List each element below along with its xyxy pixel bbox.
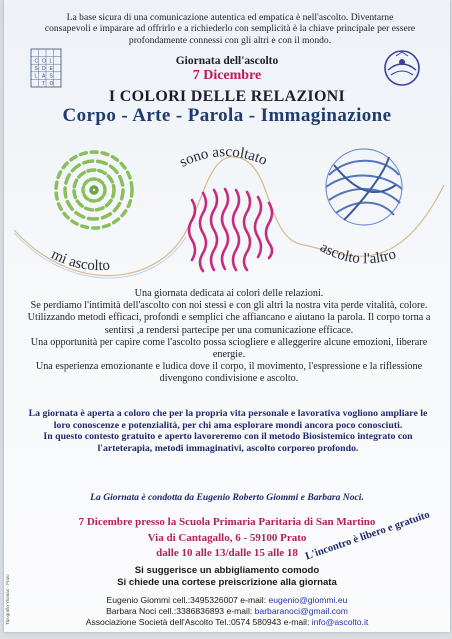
audience-block xyxy=(28,408,428,454)
description-line: Una giornata dedicata ai colori delle relazioni. xyxy=(134,288,324,299)
event-title: I COLORI DELLE RELAZIONI xyxy=(108,88,346,105)
event-date: 7 Dicembre xyxy=(192,68,262,83)
logo-letter: E xyxy=(49,66,53,72)
event-heading: Giornata dell'ascolto xyxy=(175,55,279,67)
free-entry-note: L'incontro è libero e gratuito xyxy=(304,509,432,563)
svg-text:sono ascoltato xyxy=(177,145,269,171)
green-spiral-icon xyxy=(56,152,132,228)
logo-letter: S xyxy=(49,73,53,80)
blue-swirl-icon xyxy=(326,149,402,225)
magenta-waves-icon xyxy=(189,189,272,271)
venue-school: 7 Dicembre presso la Scuola Primaria Paritaria di San Martino xyxy=(78,516,376,528)
suggestion-registration: Si chiede una cortese preiscrizione alla giornata xyxy=(117,576,337,588)
logo-letter: C xyxy=(34,58,39,65)
email-link[interactable]: eugenio@giommi.eu xyxy=(268,595,348,605)
email-link[interactable]: barbaranoci@gmail.com xyxy=(254,606,348,617)
description-line: Se perdiamo l'intimità dell'ascolto con noi stessi e con gli altri la nostra vita perde vitalità, colore. Utilizzando metodi efficaci, profondi e semplici che affiancano e aiutano la parola. Il corpo torna a sentirsi ,a rendersi partecipe per una comunicazione efficace. xyxy=(27,300,431,336)
description-block xyxy=(24,288,434,386)
logo-letter: O xyxy=(49,81,54,88)
logo-letter: L xyxy=(49,58,53,65)
description-line: Una opportunità per capire come l'ascolto possa sciogliere e alleggerire alcune emozioni, liberare energie. xyxy=(30,336,428,361)
logo-letter: S xyxy=(34,66,38,72)
contact-line: Eugenio Giommi cell.:3495326007 e-mail: eugenio@giommi.eu xyxy=(106,595,348,605)
event-subtitle: Corpo - Arte - Parola - Immaginazione xyxy=(62,105,392,126)
relations-artwork xyxy=(4,145,450,295)
audience-paragraph: La giornata è aperta a coloro che per la propria vita personale e lavorativa vogliono ampliare le loro conoscenze e potenzialità, per chi ama esplorare mondi ancora poco conosciuti. xyxy=(28,408,428,431)
description-line: Una esperienza emozionante e ludica dove il corpo, il movimento, l'espressione e la riflessione divengono condivisione e ascolto. xyxy=(35,361,423,385)
suggestions xyxy=(4,565,450,588)
suggestion-clothing: Si suggerisce un abbigliamento comodo xyxy=(134,565,320,576)
contact-line: Associazione Società dell'Ascolto Tel.:0574 580943 e-mail: info@ascolto.it xyxy=(85,617,369,628)
svg-text:ascolto l'altro xyxy=(317,239,398,267)
method-paragraph: In questo contesto gratuito e aperto lavoreremo con il metodo Biosistemico integrato con l'arteterapia, metodi immaginativi, ascolto corporeo profondo. xyxy=(43,431,413,454)
contact-line: Barbara Noci cell.:3386836893 e-mail: barbaranoci@gmail.com xyxy=(106,606,348,617)
venue-block xyxy=(4,515,450,562)
intro-paragraph: La base sicura di una comunicazione autentica ed empatica è nell'ascolto. Diventarne consapevoli e imparare ad offrirlo e a richiederlo con semplicità è la chiave principale per essere profondamente connessi con gli altri e con il mondo. xyxy=(44,12,416,46)
conducted-by: La Giornata è condotta da Eugenio Roberto Giommi e Barbara Noci. xyxy=(90,492,364,503)
flyer-page xyxy=(4,0,450,632)
svg-text:mi ascolto xyxy=(49,247,111,275)
venue-hours: dalle 10 alle 13/dalle 15 alle 18 xyxy=(156,547,298,559)
label-ascolto-altro: ascolto l'altro xyxy=(317,239,399,268)
contacts-block xyxy=(4,595,450,628)
label-mi-ascolto: mi ascolto xyxy=(48,246,111,275)
label-sono-ascoltato: sono ascoltato xyxy=(177,145,270,171)
logo-letter: D xyxy=(42,66,46,72)
logo-letter: L xyxy=(34,73,38,80)
logo-letter: A xyxy=(42,73,46,80)
printer-credit: Tipografia Ylumas - Prato xyxy=(5,574,10,625)
logo-letter: O xyxy=(42,58,46,65)
venue-address: Via di Cantagallo, 6 - 59100 Prato xyxy=(147,531,307,544)
email-link[interactable]: info@ascolto.it xyxy=(311,617,369,628)
logo-letter: T xyxy=(42,81,46,88)
